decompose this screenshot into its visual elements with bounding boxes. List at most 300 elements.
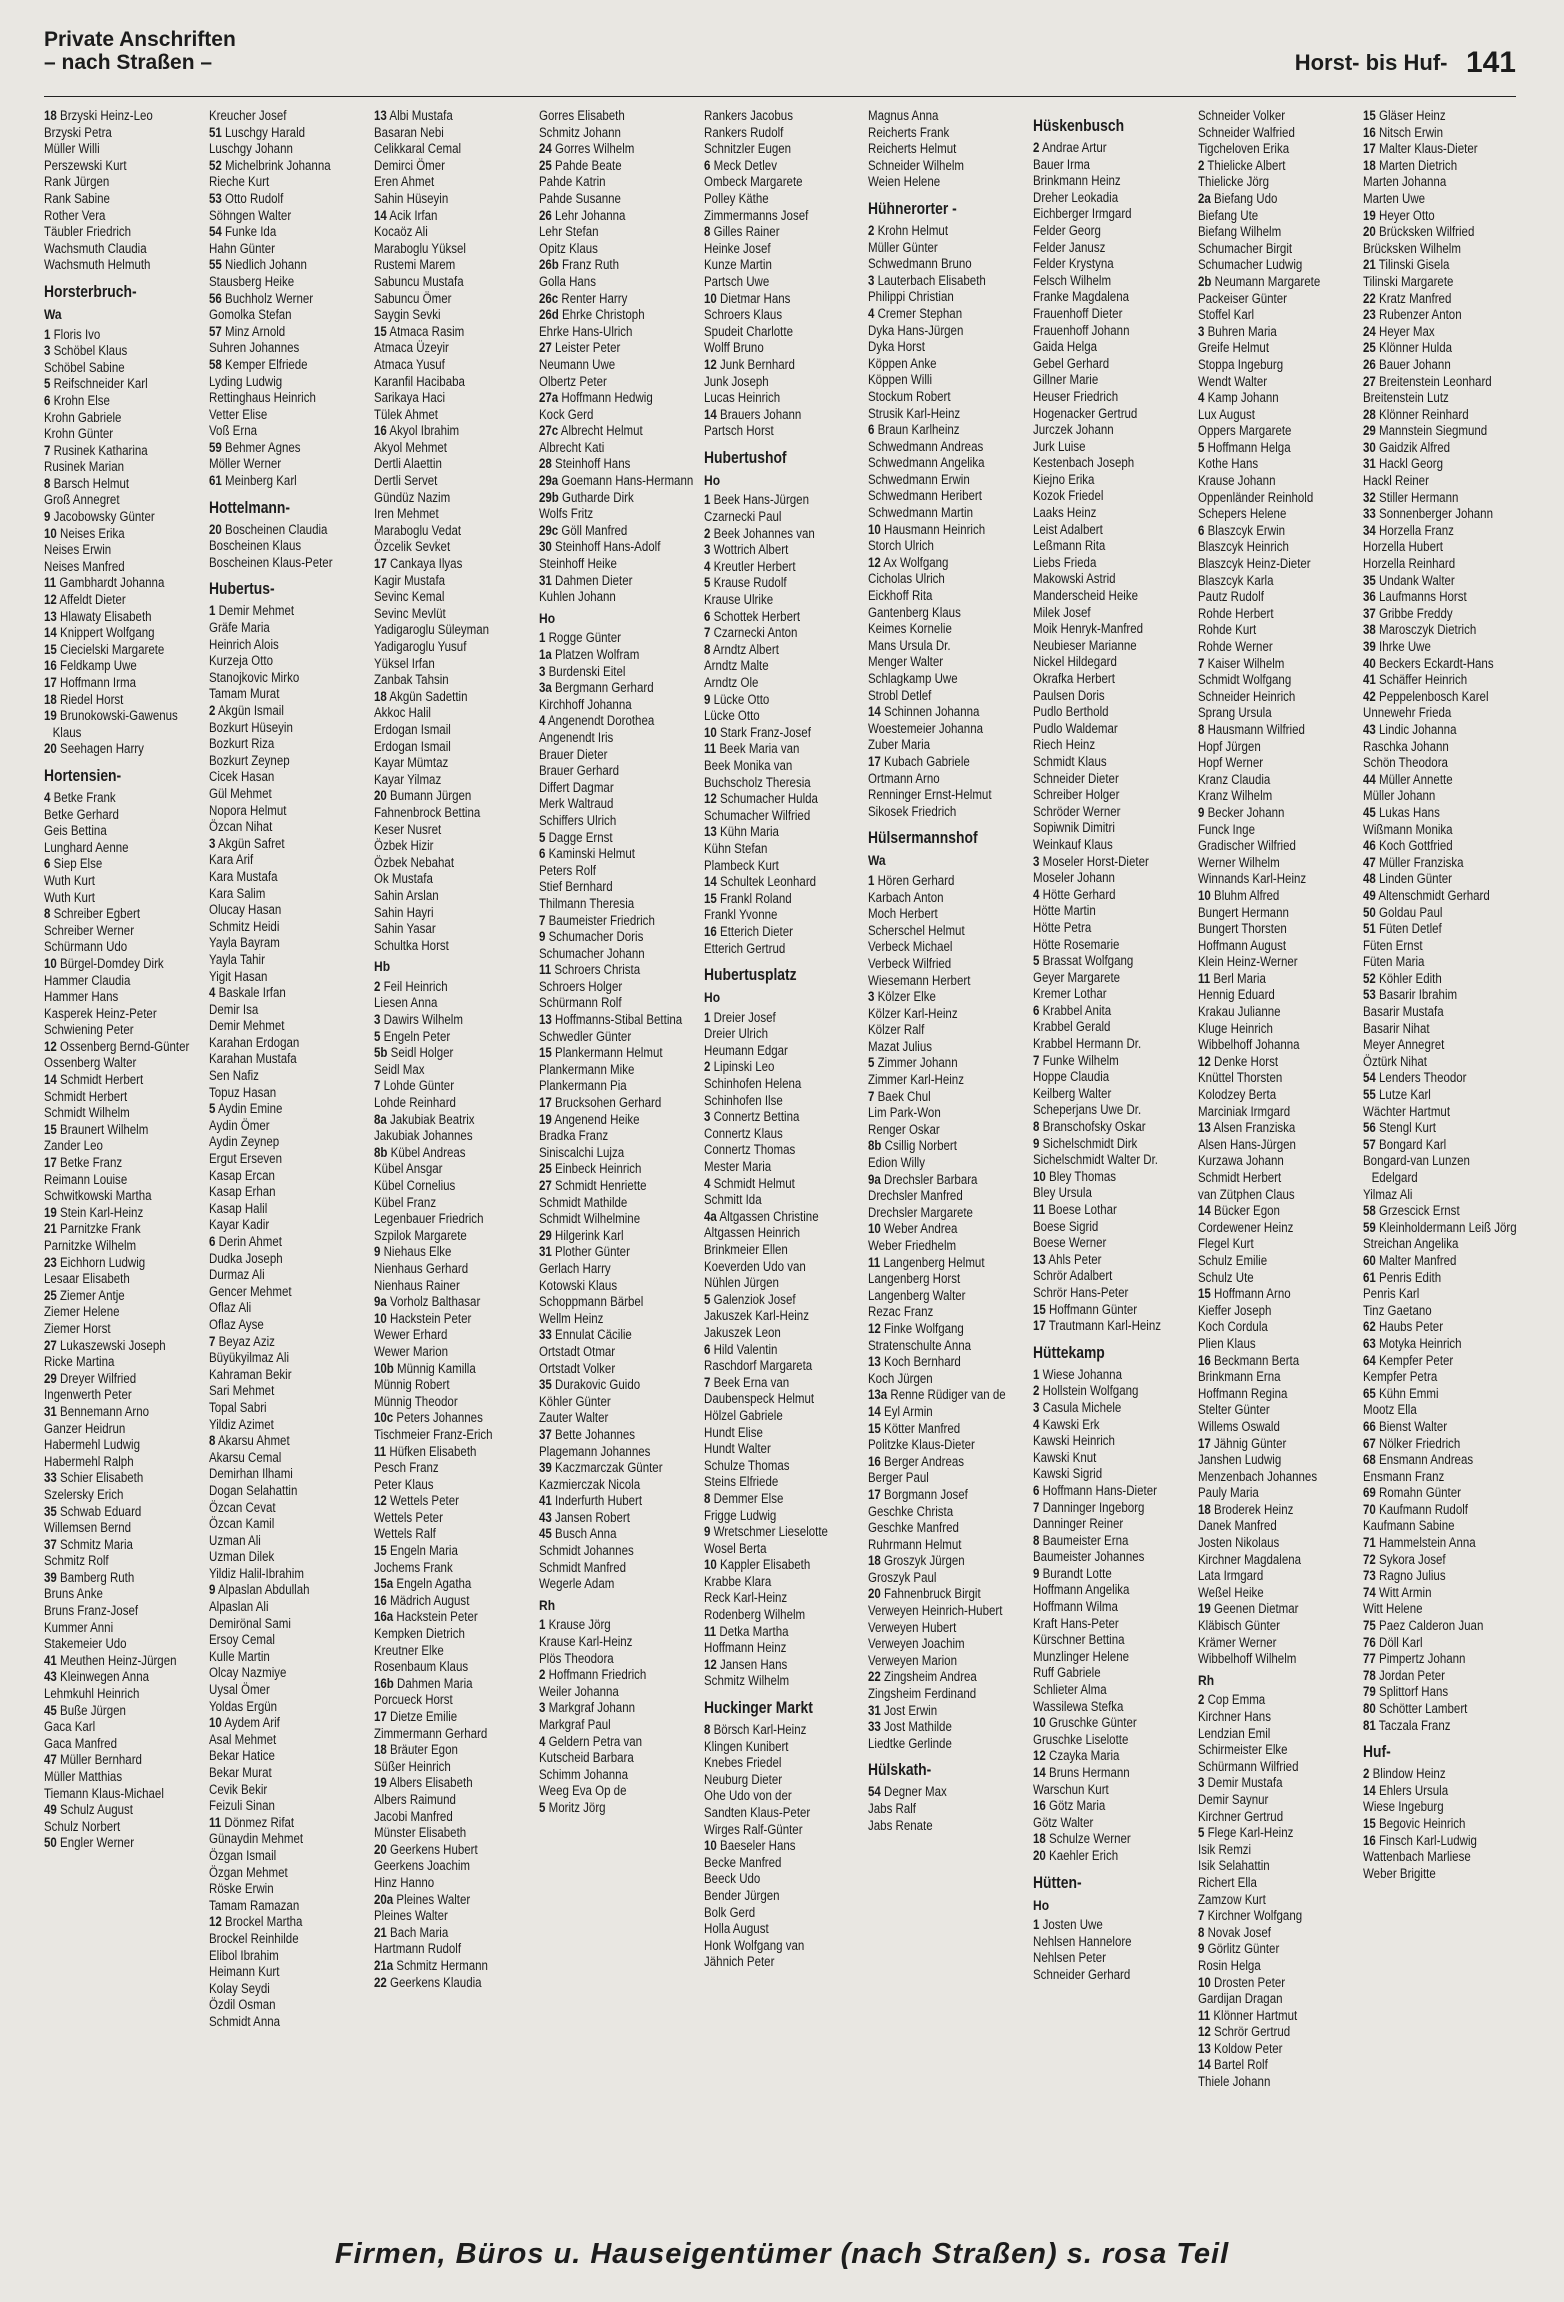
resident-entry: 54 Lenders Theodor	[1363, 1070, 1467, 1086]
resident-entry: Neises Manfred	[44, 558, 125, 574]
house-number: 56	[1363, 1120, 1376, 1136]
resident-entry: 16 Nitsch Erwin	[1363, 124, 1444, 140]
resident-entry: Gencer Mehmet	[208, 1283, 292, 1299]
house-number: 20	[373, 788, 387, 804]
resident-entry: Moik Henryk-Manfred	[1033, 621, 1144, 637]
column-3	[374, 108, 529, 2192]
resident-entry: 2 Beek Johannes van	[703, 525, 815, 541]
resident-entry: Hahn Günter	[208, 240, 275, 256]
resident-entry: 3a Bergmann Gerhard	[538, 680, 654, 696]
resident-entry: 10 Kappler Elisabeth	[703, 1557, 810, 1573]
resident-entry: Betke Gerhard	[44, 806, 119, 822]
house-number: 11	[1198, 970, 1211, 986]
resident-entry: 26b Franz Ruth	[538, 257, 619, 273]
resident-entry: Plagemann Johannes	[538, 1443, 651, 1459]
resident-entry: Schön Theodora	[1363, 755, 1449, 771]
resident-entry: 35 Undank Walter	[1363, 572, 1455, 588]
house-number: 77	[1363, 1651, 1376, 1667]
resident-entry: 2 Blindow Heinz	[1363, 1766, 1446, 1782]
house-number: 17	[373, 556, 387, 572]
resident-entry: Kawski Sigrid	[1033, 1466, 1103, 1482]
resident-entry: Eickhoff Rita	[868, 588, 933, 604]
resident-entry: Kasap Erhan	[208, 1184, 276, 1200]
house-number: 22	[868, 1669, 882, 1685]
resident-entry: Milek Josef	[1033, 604, 1091, 620]
resident-entry: 2 Thielicke Albert	[1198, 157, 1286, 173]
house-number: 16	[1363, 124, 1376, 140]
house-number: 15	[1363, 108, 1376, 123]
resident-entry: 5b Seidl Holger	[373, 1045, 454, 1061]
resident-entry: Schwedmann Martin	[868, 505, 974, 521]
resident-entry: Wibbelhoff Wilhelm	[1198, 1651, 1297, 1667]
resident-entry: Felsch Wilhelm	[1033, 272, 1112, 288]
resident-entry: Schmidt Mathilde	[538, 1194, 627, 1210]
resident-entry: Marciniak Irmgard	[1198, 1103, 1291, 1119]
resident-entry: Neumann Uwe	[538, 356, 615, 372]
resident-entry: Tamam Murat	[208, 686, 280, 702]
resident-entry: 12 Brockel Martha	[208, 1914, 303, 1930]
house-number: 34	[1363, 522, 1376, 538]
resident-entry: 29 Mannstein Siegmund	[1363, 423, 1488, 439]
resident-entry: Schmidt Wilhelm	[44, 1105, 130, 1121]
house-number: 80	[1363, 1701, 1376, 1716]
resident-entry: Rezac Franz	[868, 1304, 934, 1320]
resident-entry: 31 Bennemann Arno	[44, 1403, 150, 1419]
resident-entry: Jochems Frank	[373, 1559, 453, 1575]
resident-entry: Weinkauf Klaus	[1033, 836, 1114, 852]
house-number: 31	[538, 572, 552, 588]
resident-entry: 31 Dahmen Dieter	[538, 572, 633, 588]
resident-entry: Kölzer Ralf	[868, 1022, 925, 1038]
district-code: Ho	[1033, 1896, 1050, 1913]
resident-entry: Geschke Christa	[868, 1503, 954, 1519]
resident-entry: Schmidt Anna	[208, 2013, 280, 2029]
resident-entry: Kranz Wilhelm	[1198, 788, 1273, 804]
resident-entry: 41 Meuthen Heinz-Jürgen	[44, 1652, 177, 1668]
resident-entry: 63 Motyka Heinrich	[1363, 1335, 1462, 1351]
house-number: 10	[1198, 1974, 1212, 1990]
resident-entry: 12 Affeldt Dieter	[44, 592, 126, 608]
resident-entry: Raschka Johann	[1363, 738, 1449, 754]
house-number: 12	[868, 554, 882, 570]
house-number: 18	[868, 1553, 882, 1569]
resident-entry: 14 Eyl Armin	[868, 1403, 934, 1419]
resident-entry: Kühn Stefan	[703, 840, 767, 856]
resident-entry: 19 Angenend Heike	[538, 1111, 640, 1127]
house-number: 8	[1033, 1532, 1040, 1548]
house-number: 24	[1363, 323, 1376, 339]
resident-entry: Hundt Elise	[703, 1424, 763, 1440]
resident-entry: Öztürk Nihat	[1363, 1053, 1428, 1069]
resident-entry: 4 Kamp Johann	[1198, 390, 1279, 406]
resident-entry: Jakubiak Johannes	[373, 1128, 473, 1144]
resident-entry: Scheperjans Uwe Dr.	[1033, 1102, 1142, 1118]
resident-entry: Lim Park-Won	[868, 1105, 942, 1121]
house-number: 60	[1363, 1252, 1376, 1268]
house-number: 10	[703, 1838, 717, 1854]
resident-entry: Mootz Ella	[1363, 1402, 1417, 1418]
house-number: 37	[44, 1536, 57, 1552]
column-2	[209, 108, 364, 2192]
house-number: 47	[1363, 854, 1376, 870]
resident-entry: Wolff Bruno	[703, 340, 764, 356]
resident-entry: Schulz Norbert	[44, 1818, 121, 1834]
resident-entry: 30 Steinhoff Hans-Adolf	[538, 539, 661, 555]
resident-entry: Spudeit Charlotte	[703, 323, 793, 339]
resident-entry: 30 Gaidzik Alfred	[1363, 439, 1451, 455]
resident-entry: Unnewehr Frieda	[1363, 705, 1452, 721]
resident-entry: Stelter Günter	[1198, 1402, 1270, 1418]
resident-entry: Boese Sigrid	[1033, 1218, 1099, 1234]
resident-entry: 69 Romahn Günter	[1363, 1485, 1462, 1501]
resident-entry: 21 Tilinski Gisela	[1363, 257, 1450, 273]
resident-entry: Blaszcyk Heinz-Dieter	[1198, 556, 1311, 572]
house-number: 8b	[868, 1138, 882, 1154]
resident-entry: Albrecht Kati	[538, 439, 604, 455]
resident-entry: Yilmaz Ali	[1363, 1186, 1413, 1202]
house-number: 21	[1363, 257, 1376, 273]
resident-entry: Sikosek Friedrich	[868, 803, 957, 819]
resident-entry: Dreher Leokadia	[1033, 189, 1119, 205]
street-heading: Hubertushof	[703, 447, 787, 467]
resident-entry: Schwedmann Angelika	[868, 455, 985, 471]
resident-entry: 45 Buße Jürgen	[44, 1702, 126, 1718]
resident-entry: 13 Ahls Peter	[1033, 1251, 1102, 1267]
house-number: 32	[1363, 489, 1376, 505]
resident-entry: Rosenbaum Klaus	[373, 1659, 468, 1675]
house-number: 25	[538, 1161, 552, 1177]
house-number: 54	[1363, 1070, 1376, 1086]
resident-entry: Bruns Franz-Josef	[44, 1603, 139, 1619]
house-number: 6	[1033, 1002, 1040, 1018]
house-number: 45	[44, 1702, 57, 1718]
resident-entry: Manderscheid Heike	[1033, 588, 1139, 604]
house-number: 6	[208, 1234, 216, 1249]
resident-entry: Kutscheid Barbara	[538, 1750, 634, 1766]
resident-entry: Zauter Walter	[538, 1410, 608, 1426]
house-number: 3	[703, 542, 710, 558]
resident-entry: 49 Altenschmidt Gerhard	[1363, 887, 1490, 903]
resident-entry: 42 Peppelenbosch Karel	[1363, 688, 1489, 704]
resident-entry: 4a Altgassen Christine	[703, 1208, 819, 1224]
resident-entry: Brzyski Petra	[44, 124, 112, 140]
resident-entry: Zingsheim Ferdinand	[868, 1686, 977, 1702]
resident-entry: Opitz Klaus	[538, 240, 598, 256]
house-number: 29a	[538, 473, 558, 489]
house-number: 43	[538, 1509, 552, 1525]
resident-entry: Bozkurt Zeynep	[208, 752, 290, 768]
house-number: 4	[208, 985, 216, 1001]
resident-entry: Moch Herbert	[868, 906, 939, 922]
resident-entry: Stockum Robert	[868, 388, 952, 404]
resident-entry: Uzman Dilek	[208, 1549, 275, 1565]
resident-entry: 16 Berger Andreas	[868, 1453, 965, 1469]
resident-entry: 13 Koch Bernhard	[868, 1354, 962, 1370]
resident-entry: 17 Hoffmann Irma	[44, 675, 136, 690]
house-number: 49	[44, 1802, 57, 1818]
resident-entry: Götz Walter	[1033, 1814, 1094, 1830]
house-number: 3	[208, 835, 216, 851]
house-number: 7	[1033, 1052, 1040, 1068]
resident-entry: Josten Nikolaus	[1198, 1535, 1280, 1551]
house-number: 1	[1033, 1917, 1040, 1933]
resident-entry: 14 Schinnen Johanna	[868, 704, 980, 720]
house-number: 68	[1363, 1452, 1376, 1468]
house-number: 31	[868, 1702, 882, 1718]
house-number: 56	[208, 290, 222, 306]
street-heading: Huckinger Markt	[703, 1698, 813, 1718]
house-number: 20	[1363, 224, 1376, 240]
resident-entry: 5 Zimmer Johann	[868, 1055, 959, 1071]
resident-entry: 58 Grzescick Ernst	[1363, 1203, 1460, 1219]
resident-entry: 54 Funke Ida	[208, 224, 277, 240]
resident-entry: Jacobi Manfred	[373, 1808, 453, 1824]
resident-entry: 79 Splittorf Hans	[1363, 1684, 1449, 1700]
resident-entry: Gorres Elisabeth	[538, 108, 625, 123]
house-number: 7	[44, 442, 51, 458]
house-number: 20a	[373, 1891, 393, 1907]
resident-entry: Nickel Hildegard	[1033, 654, 1118, 670]
house-number: 2	[538, 1667, 546, 1683]
resident-entry: 6 Blaszcyk Erwin	[1198, 522, 1286, 538]
house-number: 5	[373, 1028, 381, 1044]
resident-entry: Berger Paul	[868, 1470, 930, 1486]
resident-entry: Sarikaya Haci	[373, 390, 445, 406]
resident-entry: Heumann Edgar	[703, 1042, 788, 1058]
resident-entry: Akyol Mehmet	[373, 439, 447, 455]
house-number: 11	[703, 741, 716, 757]
resident-entry: Hartmann Rudolf	[373, 1941, 461, 1957]
resident-entry: 17 Betke Franz	[44, 1155, 123, 1171]
resident-entry: Drechsler Manfred	[868, 1188, 964, 1204]
resident-entry: 17 Brucksohen Gerhard	[538, 1095, 661, 1111]
house-number: 8	[703, 641, 710, 657]
resident-entry: Karanfil Hacibaba	[373, 373, 465, 389]
resident-entry: Felder Georg	[1033, 222, 1102, 238]
column-9	[1363, 108, 1518, 2192]
resident-entry: Kara Mustafa	[208, 868, 278, 884]
resident-entry: 5 Dagge Ernst	[538, 829, 613, 845]
resident-entry: 45 Busch Anna	[538, 1526, 617, 1542]
resident-entry: Topal Sabri	[208, 1399, 267, 1415]
resident-entry: Kaufmann Sabine	[1363, 1518, 1455, 1534]
resident-entry: Rieche Kurt	[208, 174, 270, 190]
resident-entry: 13 Albi Mustafa	[373, 108, 453, 123]
house-number: 76	[1363, 1634, 1376, 1650]
house-number: 15	[868, 1420, 882, 1436]
resident-entry: 7 Kaiser Wilhelm	[1198, 655, 1285, 671]
resident-entry: 8a Jakubiak Beatrix	[373, 1111, 475, 1127]
house-number: 16	[44, 658, 57, 674]
house-number: 9	[703, 1524, 710, 1540]
resident-entry: Paulsen Doris	[1033, 687, 1106, 703]
resident-entry: 22 Zingsheim Andrea	[868, 1669, 978, 1685]
house-number: 2	[1198, 157, 1205, 173]
resident-entry: Klingen Kunibert	[703, 1738, 789, 1754]
resident-entry: Basarir Mustafa	[1363, 1004, 1444, 1020]
resident-entry: Frankl Yvonne	[703, 907, 777, 923]
resident-entry: 7 Danninger Ingeborg	[1033, 1499, 1145, 1515]
resident-entry: 10b Münnig Kamilla	[373, 1360, 476, 1376]
resident-entry: Menzenbach Johannes	[1198, 1468, 1318, 1484]
resident-entry: Partsch Uwe	[703, 273, 769, 289]
resident-entry: 20a Pleines Walter	[373, 1891, 471, 1907]
resident-entry: Weien Helene	[868, 174, 941, 190]
resident-entry: Krause Karl-Heinz	[538, 1634, 633, 1650]
house-number: 14	[373, 207, 387, 223]
house-number: 3	[538, 663, 546, 679]
resident-entry: Nühlen Jürgen	[703, 1275, 779, 1291]
house-number: 10	[703, 290, 717, 306]
resident-entry: 31 Plother Günter	[538, 1244, 630, 1260]
house-number: 29b	[538, 489, 559, 505]
house-number: 11	[538, 962, 551, 978]
resident-entry: Ricke Martina	[44, 1354, 115, 1370]
resident-entry: Iren Mehmet	[373, 506, 439, 522]
resident-entry: 17 Malter Klaus-Dieter	[1363, 141, 1478, 157]
resident-entry: Basaran Nebi	[373, 124, 444, 140]
resident-entry: Cevik Bekir	[208, 1781, 268, 1797]
resident-entry: Krause Johann	[1198, 473, 1276, 489]
house-number: 23	[44, 1254, 57, 1270]
resident-entry: Wewer Marion	[373, 1343, 448, 1359]
resident-entry: Tischmeier Franz-Erich	[373, 1426, 493, 1442]
resident-entry: Pesch Franz	[373, 1460, 439, 1476]
house-number: 18	[1363, 157, 1376, 173]
resident-entry: Suhren Johannes	[208, 340, 300, 356]
resident-entry: 17 Dietze Emilie	[373, 1709, 457, 1724]
resident-entry: Yayla Tahir	[208, 951, 265, 967]
resident-entry: Stoppa Ingeburg	[1198, 356, 1284, 372]
house-number: 11	[208, 1814, 222, 1830]
resident-entry: Rankers Jacobus	[703, 108, 793, 123]
resident-entry: Özbek Nebahat	[373, 854, 454, 870]
resident-entry: 10c Peters Johannes	[373, 1410, 483, 1426]
resident-entry: Hoffmann Angelika	[1033, 1582, 1130, 1598]
house-number: 5	[1198, 439, 1205, 455]
house-number: 2	[703, 525, 710, 541]
resident-entry: Klein Heinz-Werner	[1198, 954, 1298, 970]
resident-entry: Schoppmann Bärbel	[538, 1294, 644, 1310]
house-number: 14	[1198, 2057, 1212, 2073]
district-code: Ho	[703, 989, 720, 1006]
resident-entry: Wächter Hartmut	[1363, 1103, 1451, 1119]
resident-entry: 3 Moseler Horst-Dieter	[1033, 853, 1150, 869]
resident-entry: 5 Reifschneider Karl	[44, 376, 148, 392]
resident-entry: 3 Lauterbach Elisabeth	[868, 272, 987, 288]
resident-entry: Bradka Franz	[538, 1128, 608, 1144]
resident-entry: Hoppe Claudia	[1033, 1069, 1110, 1085]
resident-entry: Jurczek Johann	[1033, 422, 1114, 438]
resident-entry: Weber Friedhelm	[868, 1238, 957, 1253]
house-number: 18	[373, 688, 387, 704]
house-number: 10c	[373, 1410, 393, 1426]
resident-entry: Schimm Johanna	[538, 1766, 628, 1782]
resident-entry: Maraboglu Yüksel	[373, 240, 466, 256]
resident-entry: 10 Bluhm Alfred	[1198, 887, 1280, 903]
house-number: 15	[44, 1121, 57, 1137]
resident-entry: Wiese Ingeburg	[1363, 1799, 1444, 1815]
resident-entry: Becke Manfred	[703, 1854, 782, 1870]
house-number: 8	[703, 1722, 710, 1738]
resident-entry: 78 Jordan Peter	[1363, 1667, 1446, 1683]
resident-entry: Schwiening Peter	[44, 1022, 134, 1038]
resident-entry: Buchscholz Theresia	[703, 774, 811, 790]
resident-entry: 50 Engler Werner	[44, 1835, 135, 1851]
resident-entry: Connertz Thomas	[703, 1142, 795, 1158]
resident-entry: Koeverden Udo van	[703, 1258, 806, 1274]
resident-entry: Kawski Heinrich	[1033, 1433, 1116, 1449]
resident-entry: 9 Jacobowsky Günter	[44, 509, 155, 525]
house-number: 26c	[538, 290, 558, 306]
resident-entry: Altgassen Heinrich	[703, 1225, 800, 1241]
resident-entry: Lehr Stefan	[538, 224, 599, 240]
house-number: 18	[1033, 1831, 1047, 1847]
resident-entry: 10 Bley Thomas	[1033, 1168, 1117, 1184]
resident-entry: Münster Elisabeth	[373, 1825, 466, 1841]
resident-entry: Ohe Udo von der	[703, 1788, 792, 1804]
house-number: 47	[44, 1752, 57, 1768]
resident-entry: Plankermann Mike	[538, 1061, 635, 1077]
resident-entry: 43 Jansen Robert	[538, 1509, 630, 1525]
resident-entry: Bauer Irma	[1033, 156, 1091, 172]
resident-entry: Renninger Ernst-Helmut	[868, 787, 992, 803]
resident-entry: 2 Hollstein Wolfgang	[1033, 1383, 1139, 1399]
resident-entry: 5 Engeln Peter	[373, 1028, 450, 1044]
house-number: 15	[373, 1543, 387, 1559]
house-number: 16	[703, 923, 717, 939]
resident-entry: Rother Vera	[44, 207, 106, 223]
resident-entry: Demir Isa	[208, 1001, 259, 1017]
resident-entry: 11 Berl Maria	[1198, 970, 1267, 986]
house-number: 8	[208, 1433, 216, 1449]
header-rule	[44, 96, 1516, 97]
resident-entry: Keimes Kornelie	[868, 621, 953, 637]
resident-entry: Parnitzke Wilhelm	[44, 1238, 137, 1253]
house-number: 5	[703, 575, 710, 591]
resident-entry: 2 Andrae Artur	[1033, 140, 1107, 155]
resident-entry: 16 Akyol Ibrahim	[373, 423, 459, 439]
resident-entry: Rodenberg Wilhelm	[703, 1607, 805, 1623]
resident-entry: Krabbel Gerald	[1033, 1019, 1111, 1035]
house-number: 2	[1363, 1766, 1370, 1782]
resident-entry: 61 Meinberg Karl	[208, 473, 297, 489]
column-1	[44, 108, 199, 2192]
resident-entry: Peter Klaus	[373, 1476, 434, 1492]
house-number: 18	[44, 691, 57, 707]
resident-entry: Sandten Klaus-Peter	[703, 1805, 810, 1820]
resident-entry: Felder Janusz	[1033, 239, 1106, 255]
resident-entry: Schumacher Ludwig	[1198, 257, 1303, 273]
house-number: 17	[44, 675, 57, 690]
resident-entry: Ok Mustafa	[373, 871, 433, 887]
resident-entry: Lata Irmgard	[1198, 1568, 1264, 1584]
resident-entry: Kocaöz Ali	[373, 224, 428, 240]
resident-entry: Müller Günter	[868, 239, 939, 255]
resident-entry: Kozok Friedel	[1033, 488, 1104, 504]
resident-entry: 26 Lehr Johanna	[538, 207, 626, 223]
resident-entry: Köppen Anke	[868, 355, 937, 371]
resident-entry: Schreiber Werner	[44, 922, 135, 938]
resident-entry: 7 Kirchner Wolfgang	[1198, 1908, 1303, 1924]
resident-entry: 9 Burandt Lotte	[1033, 1565, 1113, 1581]
resident-entry: Jurk Luise	[1033, 438, 1086, 454]
house-number: 28	[538, 456, 552, 472]
resident-entry: Kolodzey Berta	[1198, 1087, 1277, 1103]
house-number: 9a	[373, 1294, 387, 1310]
house-number: 13a	[868, 1387, 888, 1403]
resident-entry: Czarnecki Paul	[703, 509, 782, 525]
